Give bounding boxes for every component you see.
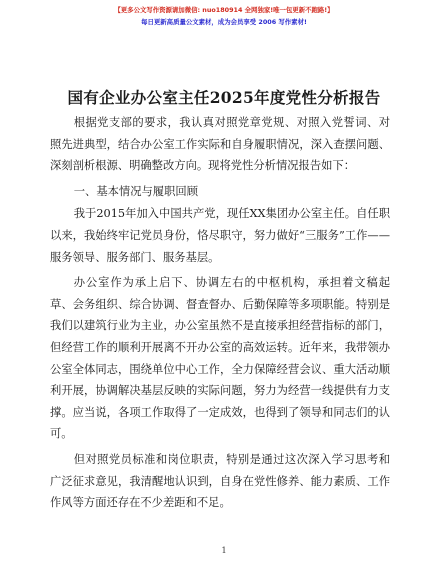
intro-paragraph: 根据党支部的要求，我认真对照党章党规、对照入党誓词、对照先进典型，结合办公室工作实际和自身履职情况，深入查摆问题、深刻剖析根源、明确整改方向。现将党性分析情况报告如下： [50,116,390,173]
body-paragraph: 但对照党员标准和岗位职责，特别是通过这次深入学习思考和广泛征求意见，我清醒地认识到，自身在党性修养、能力素质、工作作风等方面还存在不少差距和不足。 [50,452,390,510]
page-number: 1 [221,546,227,555]
document-title: 国有企业办公室主任2025年度党性分析报告 [67,88,381,107]
document-body [50,112,390,518]
promo-banner-line-1: 【更多公文写作资源请加微信: nuo180914 全网独家!唯一包更新不跑路!】 [114,6,334,14]
body-paragraph: 我于2015年加入中国共产党，现任XX集团办公室主任。自任职以来，我始终牢记党员身份，恪尽职守，努力做好“三服务”工作——服务领导、服务部门、服务基层。 [50,207,390,264]
promo-banner-line-2: 每日更新高质量公文素材，成为会员享受 2006 写作素材! [141,18,307,26]
body-paragraph: 办公室作为承上启下、协调左右的中枢机构，承担着文稿起草、会务组织、综合协调、督查督办、后勤保障等多项职能。特别是我们以建筑行业为主业，办公室虽然不是直接承担经营指标的部门，但经营工作的顺利开展离不开办公室的高效运转。近年来，我带领办公室全体同志，围绕单位中心工作，全力保障经营会议、重大活动顺利开展，协调解决基层反映的实际问题，努力为经营一线提供有力支撑。应当说，各项工作取得了一定成效，也得到了领导和同志们的认可。 [50,276,390,441]
section-heading: 一、基本情况与履职回顾 [73,184,198,198]
